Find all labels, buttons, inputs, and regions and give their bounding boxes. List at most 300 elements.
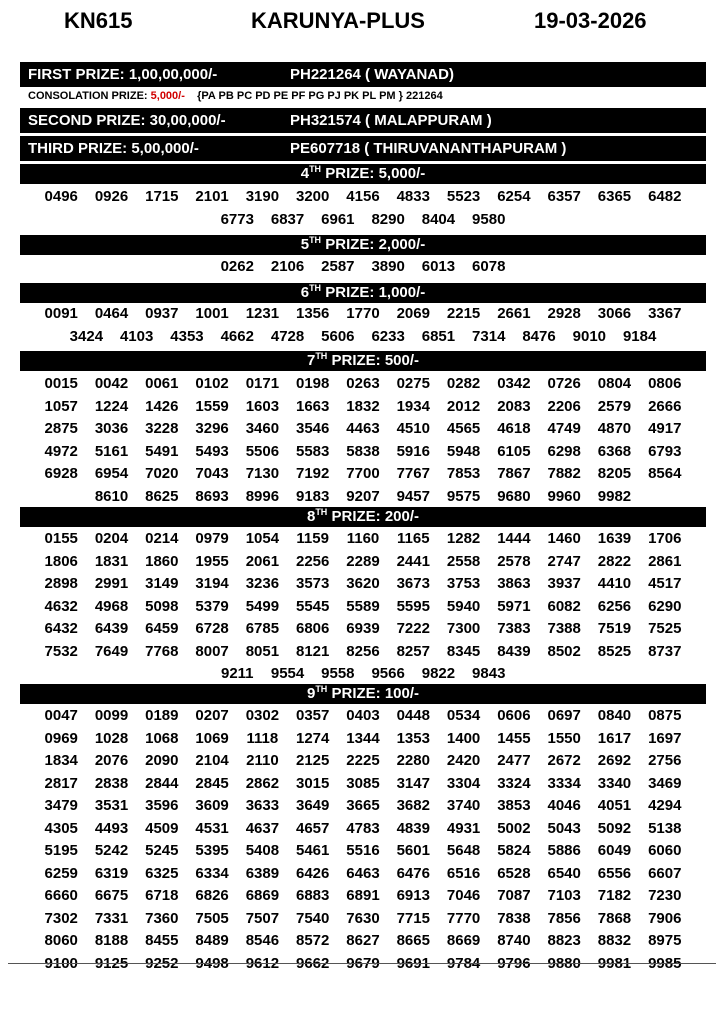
winning-number: 4565: [446, 420, 481, 437]
winning-number: 3469: [648, 774, 682, 792]
winning-number: 7020: [145, 465, 179, 482]
winning-number: 2845: [195, 774, 229, 792]
winning-number: 1715: [145, 188, 179, 205]
winning-number: 5601: [396, 842, 430, 859]
winning-number: 5948: [446, 442, 481, 460]
winning-number: 4305: [44, 819, 78, 837]
winning-number: 3853: [497, 797, 531, 814]
winning-number: 0464: [94, 305, 129, 322]
consolation-amount: 5,000/-: [150, 90, 185, 102]
number-row: [20, 463, 706, 486]
winning-number: 1706: [648, 530, 682, 547]
winning-number: 6718: [145, 887, 179, 904]
ninth-prize-bar: [20, 684, 706, 704]
winning-number: 5886: [547, 842, 581, 859]
winning-number: 6476: [396, 864, 430, 882]
winning-number: 0015: [44, 375, 78, 392]
winning-number: 5838: [346, 442, 380, 460]
winning-number: 7856: [547, 909, 581, 927]
winning-number: 5545: [296, 597, 330, 615]
draw-code: KN615: [64, 8, 133, 33]
winning-number: 3066: [597, 305, 632, 322]
winning-number: 1160: [346, 530, 380, 547]
winning-number: 2692: [597, 752, 632, 769]
winning-number: 6013: [421, 258, 456, 275]
winning-number: 5940: [446, 597, 481, 615]
winning-number: 6806: [296, 620, 330, 637]
winning-number: 4728: [270, 327, 305, 345]
winning-number: 2898: [44, 575, 78, 592]
winning-number: 7103: [547, 887, 581, 904]
winning-number: 2061: [245, 552, 280, 570]
winning-number: 1068: [145, 729, 179, 747]
winning-number: 1344: [346, 729, 380, 747]
winning-number: 6259: [44, 864, 78, 882]
number-row: [20, 573, 706, 596]
winning-number: 1159: [296, 530, 329, 547]
winning-number: 6357: [547, 188, 581, 205]
lottery-name: KARUNYA-PLUS: [251, 8, 425, 33]
winning-number: 2215: [446, 305, 481, 322]
winning-number: 6851: [421, 327, 456, 345]
winning-number: 2012: [446, 397, 481, 415]
winning-number: 4510: [396, 420, 430, 437]
winning-number: 5595: [396, 597, 430, 615]
winning-number: 4509: [145, 819, 179, 837]
winning-number: 7302: [44, 909, 78, 927]
winning-number: 6463: [346, 864, 380, 882]
winning-number: 4637: [245, 819, 280, 837]
winning-number: 5824: [497, 842, 531, 859]
winning-number: 8502: [547, 642, 581, 660]
number-row: [20, 528, 706, 551]
first-prize-label: FIRST PRIZE: 1,00,00,000/-: [28, 66, 218, 83]
draw-date: 19-03-2026: [534, 8, 647, 33]
winning-number: 0061: [145, 375, 179, 392]
winning-number: 2101: [195, 188, 229, 205]
bottom-divider: [8, 963, 716, 964]
winning-number: 8665: [396, 932, 430, 949]
first-prize-bar: [20, 62, 706, 87]
winning-number: 0969: [44, 729, 78, 747]
winning-number: 2838: [94, 774, 129, 792]
number-row: [20, 863, 706, 886]
third-prize-ticket: PE607718 ( THIRUVANANTHAPURAM ): [290, 140, 567, 157]
winning-number: 4749: [547, 420, 581, 437]
winning-number: 8669: [446, 932, 481, 949]
ninth-prize-numbers: [20, 705, 706, 975]
winning-number: 6961: [321, 210, 355, 228]
winning-number: 7505: [195, 909, 229, 927]
prize-ordinal-suffix: TH: [309, 235, 322, 245]
prize-ordinal: 5: [300, 236, 310, 253]
winning-number: 2076: [94, 752, 129, 769]
winning-number: 5408: [245, 842, 280, 859]
winning-number: 2666: [648, 397, 682, 415]
winning-number: 1400: [446, 729, 481, 747]
winning-number: 6459: [145, 620, 179, 637]
winning-number: 6785: [245, 620, 280, 637]
third-prize-bar: [20, 136, 706, 161]
number-row: [20, 840, 706, 863]
winning-number: 3531: [94, 797, 129, 814]
winning-number: 5043: [547, 819, 581, 837]
winning-number: 6233: [371, 327, 405, 345]
number-row: [20, 773, 706, 796]
winning-number: 0091: [44, 305, 78, 322]
winning-number: 7715: [396, 909, 430, 927]
winning-number: 2558: [446, 552, 481, 570]
winning-number: 7507: [245, 909, 280, 927]
winning-number: 3424: [69, 327, 104, 345]
winning-number: 4870: [597, 420, 632, 437]
winning-number: 3036: [94, 420, 129, 437]
winning-number: 5098: [145, 597, 179, 615]
winning-number: 5493: [195, 442, 229, 460]
winning-number: 7331: [94, 909, 129, 927]
number-row: [20, 641, 706, 664]
winning-number: 4783: [346, 819, 380, 837]
winning-number: 3609: [195, 797, 229, 814]
winning-number: 1955: [195, 552, 229, 570]
winning-number: 2477: [497, 752, 531, 769]
winning-number: 7046: [446, 887, 481, 904]
winning-number: 9679: [346, 954, 380, 972]
winning-number: 3753: [446, 575, 481, 592]
winning-number: 4517: [648, 575, 682, 592]
winning-number: 6256: [597, 597, 632, 615]
winning-number: 3200: [296, 188, 330, 205]
winning-number: 6368: [597, 442, 632, 460]
fourth-prize-numbers: [20, 186, 706, 231]
number-row: [20, 705, 706, 728]
winning-number: 9691: [396, 954, 430, 972]
winning-number: 5491: [145, 442, 179, 460]
winning-number: 7768: [145, 642, 179, 660]
number-row: [20, 795, 706, 818]
winning-number: 7087: [497, 887, 531, 904]
winning-number: 8455: [145, 932, 179, 949]
winning-number: 4410: [597, 575, 632, 592]
winning-number: 8975: [648, 932, 682, 949]
winning-number: 1028: [94, 729, 129, 747]
winning-number: 0042: [94, 375, 129, 392]
winning-number: 4972: [44, 442, 78, 460]
number-row: [20, 551, 706, 574]
winning-number: 2256: [296, 552, 330, 570]
winning-number: 7882: [547, 465, 581, 482]
prize-amount: PRIZE: 500/-: [327, 352, 420, 369]
winning-number: 7540: [296, 909, 330, 927]
number-row: [20, 441, 706, 464]
winning-number: 9880: [547, 954, 581, 972]
winning-number: 1057: [44, 397, 78, 415]
winning-number: 5499: [245, 597, 280, 615]
winning-number: 9207: [346, 487, 380, 505]
winning-number: 0840: [597, 707, 632, 724]
winning-number: 3194: [195, 575, 229, 592]
winning-number: 0198: [296, 375, 330, 392]
winning-number: 6060: [648, 842, 682, 859]
winning-number: 9184: [622, 327, 657, 345]
prize-ordinal: 8: [306, 508, 316, 525]
winning-number: 5589: [346, 597, 380, 615]
winning-number: 8489: [195, 932, 229, 949]
winning-number: 8205: [597, 465, 632, 482]
winning-number: 8439: [497, 642, 531, 660]
winning-number: 6298: [547, 442, 581, 460]
winning-number: 3682: [396, 797, 430, 814]
winning-number: 2280: [396, 752, 430, 769]
winning-number: 4353: [170, 327, 204, 345]
winning-number: 9784: [446, 954, 481, 972]
winning-number: 4917: [648, 420, 682, 437]
winning-number: 9985: [648, 954, 682, 972]
winning-number: 9981: [597, 954, 632, 972]
winning-number: 2420: [446, 752, 481, 769]
winning-number: 0606: [497, 707, 531, 724]
winning-number: 6675: [94, 887, 129, 904]
winning-number: 6528: [497, 864, 531, 882]
fourth-prize-bar: [20, 164, 706, 184]
winning-number: 0282: [446, 375, 481, 392]
prize-ordinal-suffix: TH: [309, 164, 322, 174]
winning-number: 4493: [94, 819, 129, 837]
winning-number: 2991: [94, 575, 129, 592]
winning-number: 6939: [346, 620, 380, 637]
winning-number: 2110: [246, 752, 279, 769]
winning-number: 2441: [396, 552, 430, 570]
number-row: [20, 728, 706, 751]
winning-number: 7182: [597, 887, 632, 904]
winning-number: 5606: [321, 327, 355, 345]
winning-number: 1832: [346, 397, 380, 415]
winning-number: 4046: [547, 797, 581, 814]
winning-number: 2579: [597, 397, 632, 415]
winning-number: 7649: [94, 642, 129, 660]
winning-number: 3649: [296, 797, 330, 814]
winning-number: 3367: [648, 305, 682, 322]
winning-number: 6290: [648, 597, 682, 615]
winning-number: 0448: [396, 707, 430, 724]
winning-number: 3573: [296, 575, 330, 592]
winning-number: 3620: [346, 575, 380, 592]
winning-number: 0926: [94, 188, 129, 205]
winning-number: 1069: [195, 729, 229, 747]
winning-number: 6891: [346, 887, 380, 904]
winning-number: 1231: [245, 305, 280, 322]
winning-number: 9796: [497, 954, 531, 972]
winning-number: 6078: [472, 258, 506, 275]
winning-number: 6837: [270, 210, 305, 228]
result-header: [0, 8, 724, 42]
consolation-prize: [28, 90, 443, 102]
winning-number: 5648: [446, 842, 481, 859]
winning-number: 2289: [346, 552, 380, 570]
winning-number: 6482: [648, 188, 682, 205]
prize-amount: PRIZE: 200/-: [327, 508, 420, 525]
winning-number: 8572: [296, 932, 330, 949]
winning-number: 2587: [321, 258, 355, 275]
winning-number: 1118: [246, 729, 279, 747]
winning-number: 3937: [547, 575, 581, 592]
winning-number: 0275: [396, 375, 430, 392]
winning-number: 1224: [94, 397, 129, 415]
eighth-prize-bar: [20, 507, 706, 527]
number-row: [20, 908, 706, 931]
winning-number: 6325: [145, 864, 179, 882]
winning-number: 8121: [296, 642, 330, 660]
winning-number: 5916: [396, 442, 430, 460]
winning-number: 8823: [547, 932, 581, 949]
winning-number: 8345: [446, 642, 481, 660]
winning-number: 4839: [396, 819, 430, 837]
winning-number: 1934: [396, 397, 430, 415]
winning-number: 9612: [245, 954, 280, 972]
winning-number: 4294: [648, 797, 682, 814]
winning-number: 5379: [195, 597, 229, 615]
winning-number: 9822: [421, 665, 456, 682]
winning-number: 3633: [245, 797, 280, 814]
third-prize-label: THIRD PRIZE: 5,00,000/-: [28, 140, 199, 157]
prize-ordinal: 4: [300, 165, 310, 182]
winning-number: 2578: [497, 552, 531, 570]
winning-number: 0496: [44, 188, 78, 205]
winning-number: 0155: [44, 530, 78, 547]
winning-number: 6540: [547, 864, 581, 882]
winning-number: 4051: [597, 797, 632, 814]
number-row: [20, 326, 706, 349]
prize-amount: PRIZE: 2,000/-: [321, 236, 426, 253]
winning-number: 2861: [648, 552, 682, 570]
winning-number: 0204: [94, 530, 129, 547]
winning-number: 5583: [296, 442, 330, 460]
winning-number: 4833: [396, 188, 430, 205]
winning-number: 9662: [296, 954, 330, 972]
winning-number: 0403: [346, 707, 380, 724]
winning-number: 4632: [44, 597, 78, 615]
winning-number: 6389: [245, 864, 280, 882]
winning-number: 3479: [44, 797, 78, 814]
winning-number: 6049: [597, 842, 632, 859]
winning-number: 8007: [195, 642, 229, 660]
winning-number: 9100: [44, 954, 78, 972]
winning-number: 7192: [296, 465, 330, 482]
winning-number: 4463: [346, 420, 380, 437]
winning-number: 6826: [195, 887, 229, 904]
winning-number: 2844: [145, 774, 179, 792]
seventh-prize-bar: [20, 351, 706, 371]
winning-number: 8740: [497, 932, 531, 949]
winning-number: 6928: [44, 465, 78, 482]
winning-number: 7130: [245, 465, 280, 482]
winning-number: 0804: [597, 375, 632, 392]
winning-number: 3149: [145, 575, 179, 592]
number-row: [20, 818, 706, 841]
number-row: [20, 885, 706, 908]
second-prize-ticket: PH321574 ( MALAPPURAM ): [290, 112, 492, 129]
winning-number: 2928: [547, 305, 581, 322]
winning-number: 7222: [396, 620, 430, 637]
winning-number: 4156: [346, 188, 380, 205]
winning-number: 7230: [648, 887, 682, 904]
winning-number: 1617: [597, 729, 632, 747]
winning-number: 3665: [346, 797, 380, 814]
winning-number: 2225: [346, 752, 380, 769]
winning-number: 9982: [597, 487, 632, 505]
winning-number: 0875: [648, 707, 682, 724]
winning-number: 4618: [497, 420, 531, 437]
winning-number: 2083: [497, 397, 531, 415]
winning-number: 5092: [597, 819, 632, 837]
winning-number: 6365: [597, 188, 632, 205]
winning-number: 0262: [220, 258, 254, 275]
number-row: [20, 596, 706, 619]
winning-number: 2756: [648, 752, 682, 769]
winning-number: 6254: [497, 188, 531, 205]
winning-number: 3863: [497, 575, 531, 592]
winning-number: 0102: [195, 375, 229, 392]
winning-number: 6883: [296, 887, 330, 904]
winning-number: 5002: [497, 819, 531, 837]
winning-number: 3673: [396, 575, 430, 592]
winning-number: 8627: [346, 932, 380, 949]
winning-number: 9580: [472, 210, 506, 228]
winning-number: 7383: [497, 620, 531, 637]
winning-number: 1282: [446, 530, 481, 547]
winning-number: 9558: [321, 665, 355, 682]
winning-number: 0697: [547, 707, 581, 724]
winning-number: 8625: [145, 487, 179, 505]
prize-ordinal: 9: [306, 685, 316, 702]
winning-number: 4968: [94, 597, 129, 615]
winning-number: 2090: [145, 752, 179, 769]
winning-number: 1550: [547, 729, 581, 747]
winning-number: 9252: [145, 954, 179, 972]
winning-number: 8051: [245, 642, 280, 660]
winning-number: 0979: [195, 530, 229, 547]
winning-number: 7770: [446, 909, 481, 927]
number-row: [20, 396, 706, 419]
winning-number: 1274: [296, 729, 330, 747]
winning-number: 7906: [648, 909, 682, 927]
winning-number: 8693: [195, 487, 229, 505]
winning-number: 1444: [497, 530, 531, 547]
winning-number: 7525: [648, 620, 682, 637]
winning-number: 7700: [346, 465, 380, 482]
winning-number: 9554: [270, 665, 305, 682]
consolation-label: CONSOLATION PRIZE:: [28, 90, 151, 102]
winning-number: 4531: [195, 819, 229, 837]
winning-number: 5506: [245, 442, 280, 460]
winning-number: 7388: [547, 620, 581, 637]
winning-number: 9843: [472, 665, 506, 682]
winning-number: 6426: [296, 864, 330, 882]
winning-number: 8290: [371, 210, 405, 228]
winning-number: 4103: [119, 327, 154, 345]
winning-number: 4657: [296, 819, 330, 837]
winning-number: 7838: [497, 909, 531, 927]
winning-number: 1001: [195, 305, 229, 322]
winning-number: 6793: [648, 442, 682, 460]
winning-number: 0214: [145, 530, 179, 547]
winning-number: 8188: [94, 932, 129, 949]
winning-number: 8564: [648, 465, 682, 482]
prize-ordinal-suffix: TH: [315, 507, 328, 517]
winning-number: 0806: [648, 375, 682, 392]
prize-ordinal: 6: [300, 284, 310, 301]
winning-number: 8404: [421, 210, 456, 228]
